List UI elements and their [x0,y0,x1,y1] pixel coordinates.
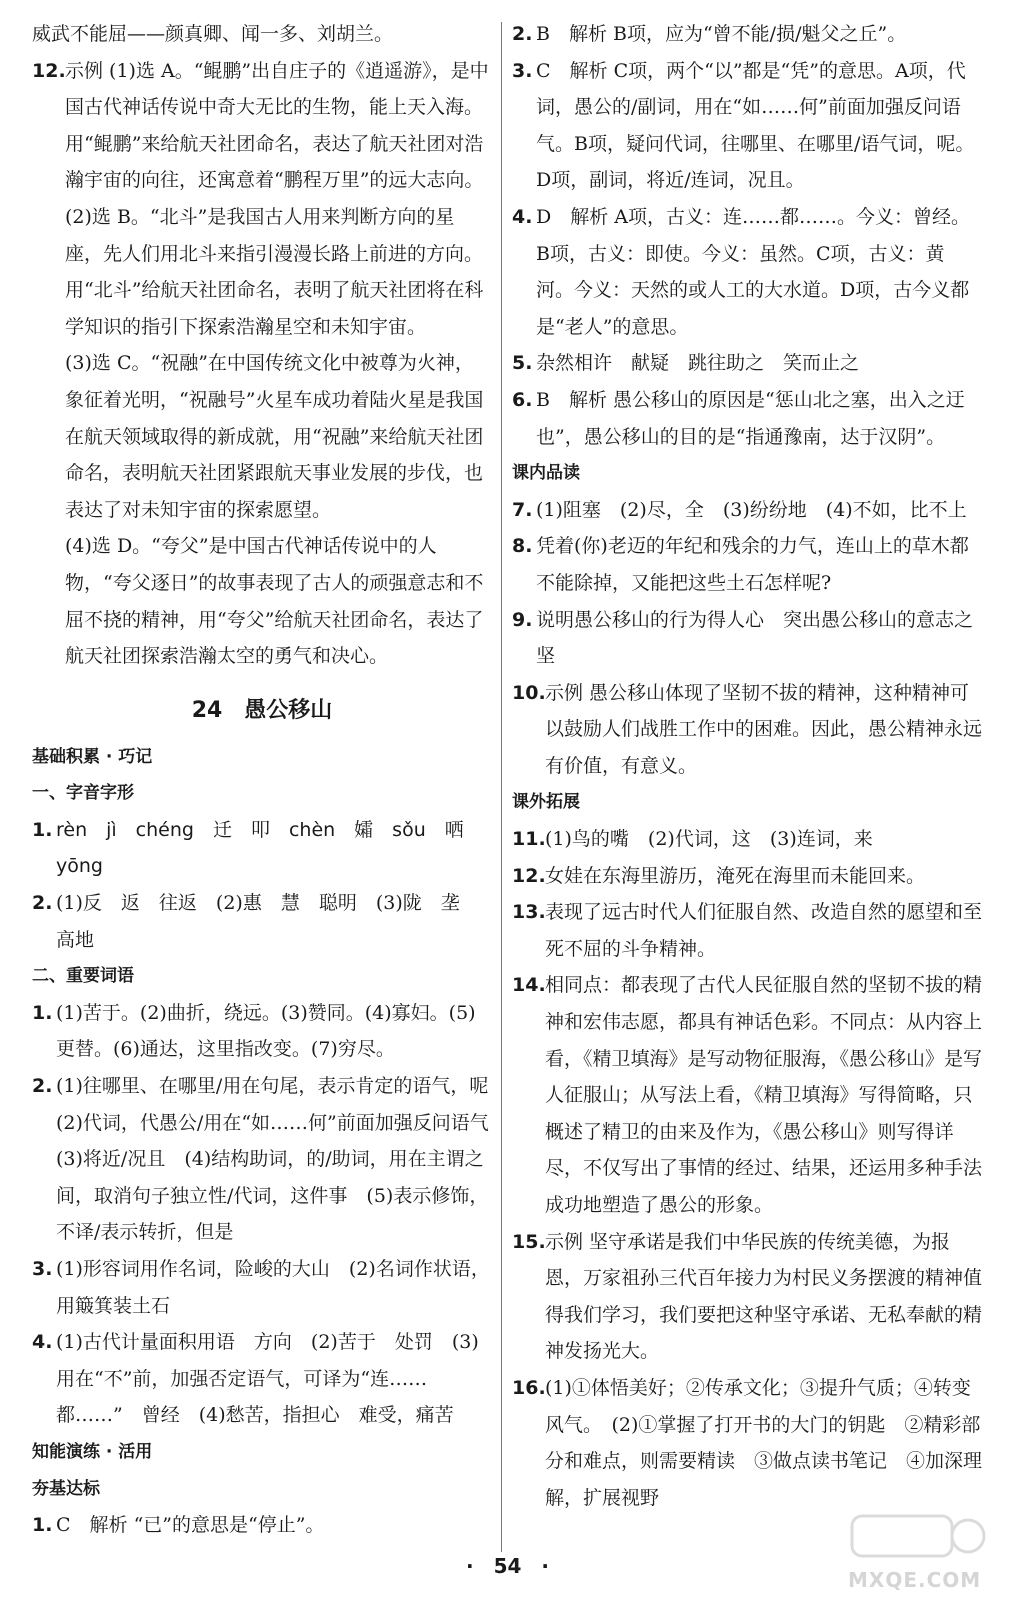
answer-item [32,1324,492,1434]
answer-text: B 解析 B项，应为“曾不能/损/魁父之丘”。 [536,23,907,45]
answer-text: C 解析 “已”的意思是“停止”。 [56,1514,325,1537]
answer-item [512,528,982,601]
answer-item [512,382,982,455]
subsection-heading: 二、重要词语 [32,966,134,987]
question-number: 15. [512,1230,546,1253]
answer-item [32,885,492,958]
answer-item [32,1251,492,1324]
answer-text: rèn jì chéng 迁 叩 chèn 孀 sǒu 哂 yōng [56,818,483,878]
question-number: 5. [512,352,533,375]
answer-text: (1)往哪里、在哪里/用在句尾，表示肯定的语气，呢 (2)代词，代愚公/用在“如……何”前面加强反问语气 (3)将近/况且 (4)结构助词，的/助词，用在主谓之间，取消句子独立性/代词，这件事 (5)表示修饰，不译/表示转折，但是 [56,1075,508,1244]
question-number: 12. [32,59,66,82]
answer-item [512,53,982,199]
answer-item [32,995,492,1068]
watermark-text: MXQE.COM [848,1568,982,1592]
answer-text: 示例 (1)选 A。“鲲鹏”出自庄子的《逍遥游》，是中国古代神话传说中奇大无比的生物，能上天入海。用“鲲鹏”来给航天社团命名，表达了航天社团对浩瀚宇宙的向往，还寓意着“鹏程万里”的远大志向。 [65,59,489,192]
subsection-heading: 夯基达标 [32,1478,100,1499]
answer-item [512,675,982,785]
right-column [512,16,982,1516]
question-number: 6. [512,388,533,411]
question-number: 8. [512,535,533,558]
question-number: 3. [32,1258,53,1280]
answer-text: 杂然相许 献疑 跳往助之 笑而止之 [536,352,860,375]
question-number: 14. [512,974,546,997]
answer-text: 说明愚公移山的行为得人心 突出愚公移山的意志之坚 [536,608,974,668]
question-number: 13. [512,901,546,924]
question-number: 4. [512,205,533,228]
question-number: 9. [512,608,533,631]
subsection-heading: 课内品读 [512,463,580,484]
answer-item [512,602,982,675]
subsection-heading: 课外拓展 [512,792,580,813]
answer-text: 示例 坚守承诺是我们中华民族的传统美德，为报恩，万家祖孙三代百年接力为村民义务摆渡的精神值得我们学习，我们要把这种坚守承诺、无私奉献的精神发扬光大。 [545,1230,983,1363]
answer-text: 示例 愚公移山体现了坚韧不拔的精神，这种精神可以鼓励人们战胜工作中的困难。因此，愚公精神永远有价值，有意义。 [545,681,983,777]
answer-item [512,821,982,858]
answer-text: (3)选 C。“祝融”在中国传统文化中被尊为火神，象征着光明，“祝融号”火星车成功着陆火星是我国在航天领域取得的新成就，用“祝融”来给航天社团命名，表明航天社团紧跟航天事业发展的步伐，也表达了对未知宇宙的探索愿望。 [65,352,484,521]
watermark-badge-icon [840,1508,990,1568]
answer-text: B 解析 愚公移山的原因是“惩山北之塞，出入之迂也”，愚公移山的目的是“指通豫南，达于汉阴”。 [536,388,965,448]
section-title: 24 愚公移山 [191,697,333,723]
answer-text: (1)阻塞 (2)尽，全 (3)纷纷地 (4)不如，比不上 [536,498,967,521]
answer-text: C 解析 C项，两个“以”都是“凭”的意思。A项，代词，愚公的/副词，用在“如……何”前面加强反问语气。B项，疑问代词，往哪里、在哪里/语气词，呢。D项，副词，将近/连词，况且。 [536,59,975,192]
section-heading: 基础积累 · 巧记 [32,746,153,767]
answer-item [512,345,982,382]
column-divider [501,22,502,1552]
answer-text: 凭着(你)老迈的年纪和残余的力气，连山上的草木都不能除掉，又能把这些土石怎样呢? [536,535,969,594]
question-number: 4. [32,1331,53,1354]
answer-item [512,199,982,345]
answer-text: 表现了远古时代人们征服自然、改造自然的愿望和至死不屈的斗争精神。 [545,901,983,960]
answer-item [512,492,982,529]
question-number: 1. [32,1001,53,1024]
answer-text: (1)①体悟美好；②传承文化；③提升气质；④转变风气。 (2)①掌握了打开书的大门的钥匙 ②精彩部分和难点，则需要精读 ③做点读书笔记 ④加深理解，扩展视野 [545,1376,983,1509]
question-number: 12. [512,864,546,887]
question-number: 10. [512,681,546,704]
watermark-logo [840,1508,990,1592]
answer-text: (1)形容词用作名词，险峻的大山 (2)名词作状语，用簸箕装土石 [56,1258,490,1317]
answer-item [512,16,982,53]
continued-line: 威武不能屈——颜真卿、闻一多、刘胡兰。 [32,23,394,45]
answer-item [512,1370,982,1516]
section-heading: 知能演练 · 活用 [32,1441,153,1462]
question-number: 7. [512,498,533,521]
answer-item [512,858,982,895]
question-number: 16. [512,1376,546,1399]
answer-text: (4)选 D。“夸父”是中国古代神话传说中的人物，“夸父逐日”的故事表现了古人的顽强意志和不屈不挠的精神，用“夸父”给航天社团命名，表达了航天社团探索浩瀚太空的勇气和决心。 [65,535,484,668]
answer-item [512,1224,982,1370]
subsection-heading: 一、字音字形 [32,783,134,804]
question-number: 1. [32,1514,53,1537]
question-number: 2. [512,23,533,45]
answer-12 [32,53,492,675]
question-number: 3. [512,59,533,82]
left-column [32,16,508,1544]
answer-text: (2)选 B。“北斗”是我国古人用来判断方向的星座，先人们用北斗来指引漫漫长路上前进的方向。用“北斗”给航天社团命名，表明了航天社团将在科学知识的指引下探索浩瀚星空和未知宇宙。 [65,205,484,338]
question-number: 11. [512,828,546,851]
answer-item [512,967,982,1223]
question-number: 2. [32,1075,53,1098]
answer-item [32,1507,492,1544]
answer-text: 女娃在东海里游历，淹死在海里而未能回来。 [545,864,926,887]
answer-item [32,1068,508,1251]
answer-text: (1)鸟的嘴 (2)代词，这 (3)连词，来 [545,828,873,851]
answer-text: D 解析 A项，古义：连……都……。今义：曾经。B项，古义：即使。今义：虽然。C项，古义：黄河。今义：天然的或人工的大水道。D项，古今义都是“老人”的意思。 [536,205,970,338]
answer-text: (1)苦于。(2)曲折，绕远。(3)赞同。(4)寡妇。(5)更替。(6)通达，这里指改变。(7)穷尽。 [56,1001,476,1061]
answer-text: 相同点：都表现了古代人民征服自然的坚韧不拔的精神和宏伟志愿，都具有神话色彩。不同点：从内容上看，《精卫填海》是写动物征服海，《愚公移山》是写人征服山；从写法上看，《精卫填海》写得简略，只概述了精卫的由来及作为，《愚公移山》则写得详尽，不仅写出了事情的经过、结果，还运用多种手法成功地塑造了愚公的形象。 [545,974,983,1216]
page-number: · 54 · [465,1554,550,1578]
answer-text: (1)古代计量面积用语 方向 (2)苦于 处罚 (3)用在“不”前，加强否定语气，可译为“连……都……” 曾经 (4)愁苦，指担心 难受，痛苦 [56,1331,479,1427]
question-number: 2. [32,892,53,915]
question-number: 1. [32,818,53,841]
answer-item [32,812,492,885]
answer-item [512,894,982,967]
answer-text: (1)反 返 往返 (2)惠 慧 聪明 (3)陇 垄 高地 [56,892,479,951]
